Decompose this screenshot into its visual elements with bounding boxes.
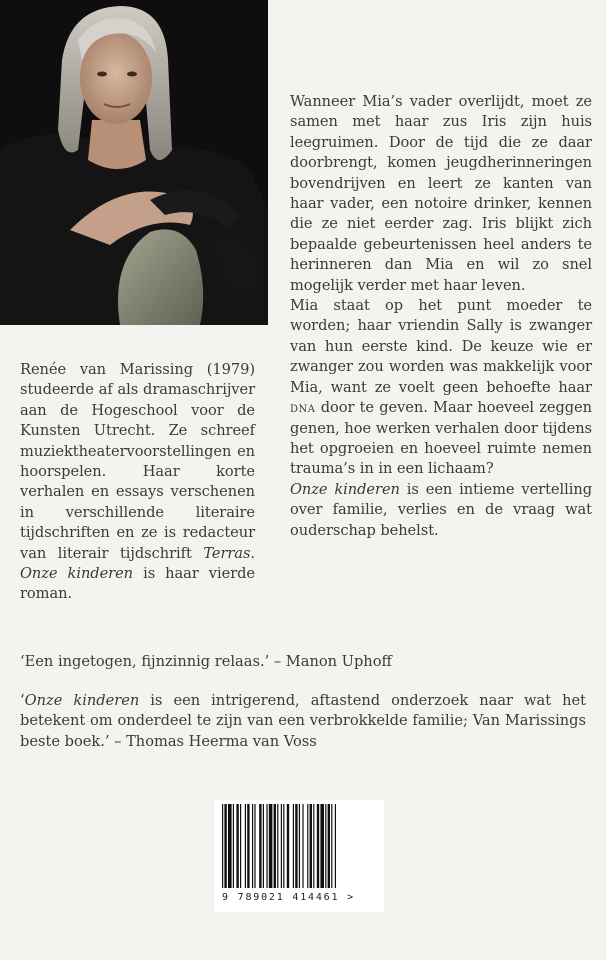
barcode-bar <box>266 804 267 888</box>
quote-rest: is een intrigerend, aftastend onderzoek naar wat het betekent om onderdeel te zijn van een verbrokkelde familie; Van Marissings beste boek.’ – Thomas Heerma van Voss <box>20 692 586 750</box>
barcode-bar <box>281 804 282 888</box>
magazine-title: Terras <box>203 544 251 562</box>
barcode-bar <box>222 804 223 888</box>
description-paragraph-1: Wanneer Mia’s vader overlijdt, moet ze samen met haar zus Iris zijn huis leegruimen. Door de tijd die ze daar doorbrengt, komen jeugdherinneringen bovendrijven en leert ze kanten van haar vader, een notoire drinker, kennen die ze niet eerder zag. Iris blijkt zich bepaalde gebeurtenissen heel anders te herinneren dan Mia en wil zo snel mogelijk verder met haar leven. <box>290 93 592 294</box>
barcode-bar <box>233 804 234 888</box>
barcode-bar <box>325 804 326 888</box>
author-bio <box>20 360 255 605</box>
barcode-bar <box>269 804 273 888</box>
barcode-bar <box>293 804 294 888</box>
barcode-bar <box>254 804 255 888</box>
barcode-bar <box>259 804 261 888</box>
barcode-bar <box>236 804 238 888</box>
bio-text-end: is haar vierde roman. <box>20 565 255 603</box>
barcode-bar <box>283 804 284 888</box>
barcode-bar <box>307 804 308 888</box>
barcode-bar <box>245 804 246 888</box>
barcode-bar <box>317 804 319 888</box>
barcode-bar <box>328 804 330 888</box>
barcode-bar <box>299 804 300 888</box>
barcode-bar <box>263 804 264 888</box>
bio-separator: . <box>250 544 255 562</box>
description-paragraph-3 <box>290 480 592 541</box>
barcode-bar <box>277 804 278 888</box>
barcode-bar <box>302 804 303 888</box>
review-quote-1 <box>20 652 590 672</box>
book-description <box>290 92 592 541</box>
barcode-bar <box>228 804 232 888</box>
isbn-digits: 9 789021 414461 > <box>222 892 355 903</box>
barcode-bar <box>274 804 276 888</box>
barcode-bar <box>310 804 312 888</box>
barcode-bar <box>252 804 253 888</box>
author-photo <box>0 0 268 325</box>
barcode-bar <box>240 804 241 888</box>
book-title: Onze kinderen <box>24 692 140 709</box>
barcode-bar <box>331 804 332 888</box>
bio-paragraph <box>20 360 255 605</box>
barcode-bar <box>320 804 324 888</box>
review-quote-2 <box>20 691 586 752</box>
book-title: Onze kinderen <box>290 480 400 498</box>
barcode-bar <box>247 804 249 888</box>
barcode-bar <box>295 804 297 888</box>
quote-text <box>20 691 586 752</box>
description-p2-text: Mia staat op het punt moeder te worden; haar vriendin Sally is zwanger van hun eerste kind. De keuze wie er zwanger zou worden was makkelijk voor Mia, want ze voelt geen behoefte haar <box>290 297 592 396</box>
bio-text: Renée van Marissing (1979) studeerde af als dramaschrijver aan de Hogeschool voor de Kunsten Utrecht. Ze schreef muziektheatervoorstellingen en hoorspelen. Haar korte verhalen en essays verschenen in verschillende literaire tijdschriften en ze is redacteur van literair tijdschrift <box>20 361 255 562</box>
barcode-bar <box>313 804 314 888</box>
quote-open: ‘ <box>20 692 25 709</box>
barcode-bar <box>224 804 226 888</box>
description-p3-text: is een intieme vertelling over familie, verlies en de vraag wat ouderschap behelst. <box>290 480 592 539</box>
description-p2-text-end: door te geven. Maar hoeveel zeggen genen, hoe werken verhalen door tijdens het opgroeien en hoeveel ruimte nemen trauma’s in in een lichaam? <box>290 399 592 478</box>
dna-term: dna <box>290 399 316 417</box>
barcode-bar <box>335 804 336 888</box>
description-paragraph-2 <box>290 296 592 480</box>
book-title: Onze kinderen <box>20 565 134 583</box>
quote-text: ‘Een ingetogen, fijnzinnig relaas.’ – Manon Uphoff <box>20 653 392 670</box>
barcode-bar <box>287 804 289 888</box>
